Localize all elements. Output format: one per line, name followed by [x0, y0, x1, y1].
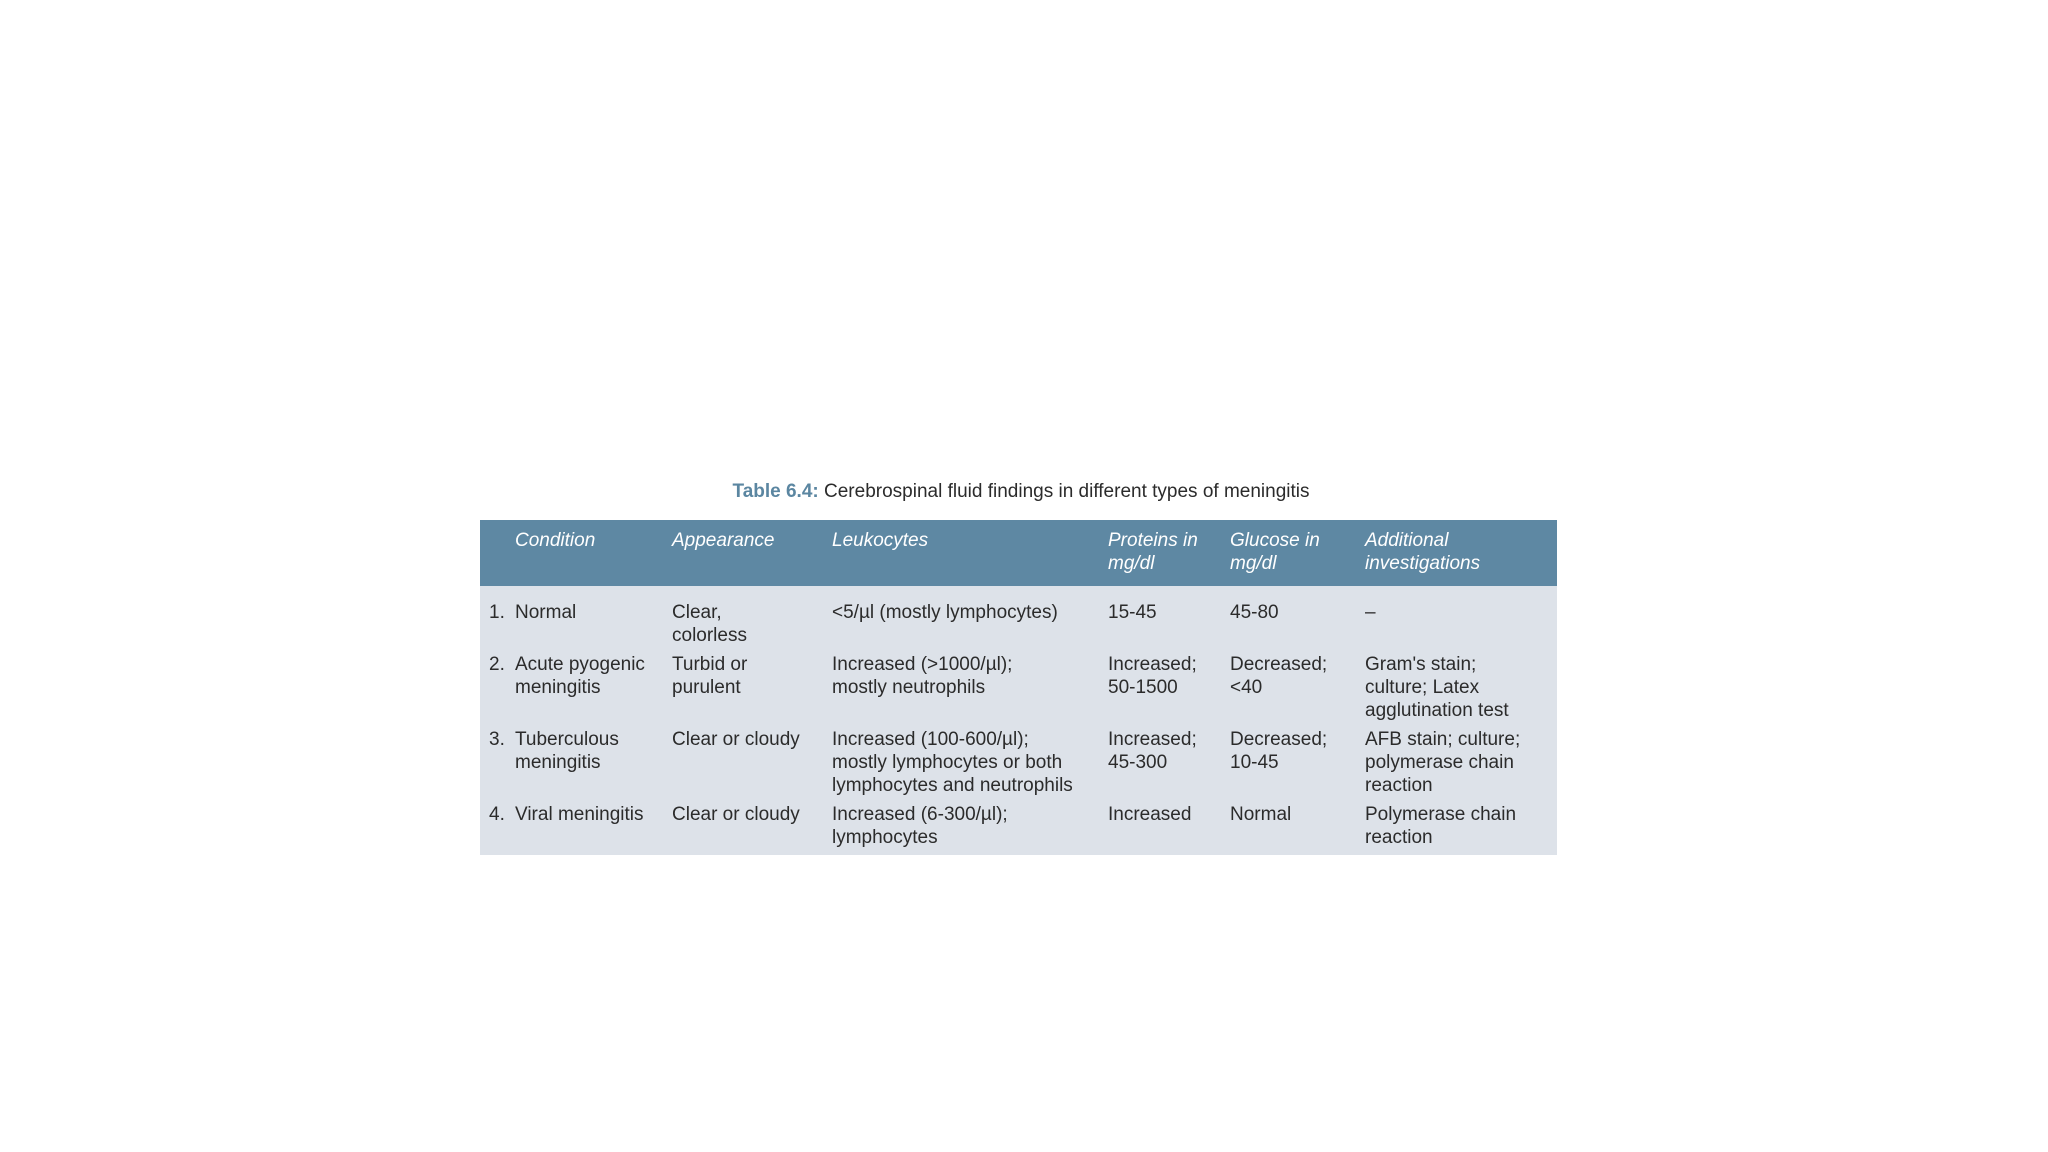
cell-proteins: Increased; 45-300 [1108, 729, 1197, 773]
table-row [480, 586, 1557, 653]
row-number: 3. [489, 729, 505, 750]
cell-additional: – [1365, 602, 1376, 623]
header-leukocytes: Leukocytes [832, 530, 929, 551]
table-caption [0, 480, 2042, 504]
table-header-row [480, 520, 1557, 586]
header-additional: Additional investigations [1365, 530, 1481, 574]
cell-condition: Viral meningitis [515, 804, 644, 825]
cell-appearance: Clear, colorless [672, 602, 747, 646]
cell-leukocytes: Increased (6-300/µl); lymphocytes [832, 804, 1008, 848]
csf-findings-table [480, 520, 1557, 855]
header-proteins: Proteins in mg/dl [1108, 530, 1198, 574]
cell-leukocytes: <5/µl (mostly lymphocytes) [832, 602, 1058, 623]
cell-condition: Tuberculous meningitis [515, 729, 619, 773]
cell-appearance: Clear or cloudy [672, 729, 800, 750]
table-row [480, 728, 1557, 803]
row-number: 1. [489, 602, 505, 623]
cell-leukocytes: Increased (>1000/µl); mostly neutrophils [832, 654, 1013, 698]
header-condition: Condition [515, 530, 596, 551]
cell-glucose: Decreased; <40 [1230, 654, 1328, 698]
header-number [480, 520, 515, 586]
header-glucose: Glucose in mg/dl [1230, 530, 1320, 574]
table-row [480, 803, 1557, 849]
cell-appearance: Turbid or purulent [672, 654, 748, 698]
cell-proteins: Increased [1108, 804, 1192, 825]
cell-glucose: 45-80 [1230, 602, 1279, 623]
cell-additional: Gram's stain; culture; Latex agglutination test [1365, 654, 1509, 721]
cell-condition: Acute pyogenic meningitis [515, 654, 645, 698]
row-number: 4. [489, 804, 505, 825]
cell-appearance: Clear or cloudy [672, 804, 800, 825]
cell-proteins: 15-45 [1108, 602, 1157, 623]
cell-additional: Polymerase chain reaction [1365, 804, 1517, 848]
cell-additional: AFB stain; culture; polymerase chain reaction [1365, 729, 1521, 796]
cell-leukocytes: Increased (100-600/µl); mostly lymphocytes or both lymphocytes and neutrophils [832, 729, 1073, 796]
table-caption-label: Table 6.4: [732, 481, 819, 502]
table-caption-text: Cerebrospinal fluid findings in different types of meningitis [824, 481, 1310, 502]
cell-condition: Normal [515, 602, 577, 623]
row-number: 2. [489, 654, 505, 675]
header-appearance: Appearance [672, 530, 775, 551]
cell-proteins: Increased; 50-1500 [1108, 654, 1197, 698]
table-row [480, 653, 1557, 728]
cell-glucose: Normal [1230, 804, 1292, 825]
cell-glucose: Decreased; 10-45 [1230, 729, 1328, 773]
table [480, 520, 1557, 849]
